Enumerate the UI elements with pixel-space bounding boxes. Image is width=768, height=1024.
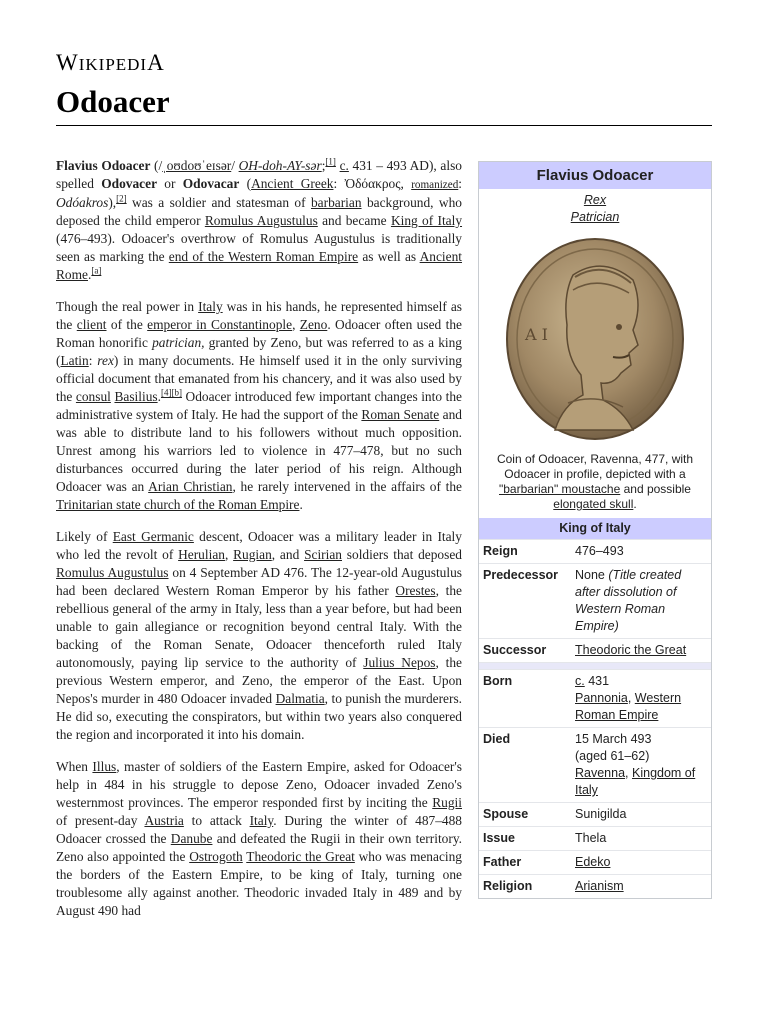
austria-link[interactable]: Austria	[144, 813, 184, 828]
text: :	[458, 176, 463, 191]
text: and became	[317, 213, 391, 228]
circa-link[interactable]: c.	[575, 674, 585, 688]
alt-name: Odovacar	[182, 176, 240, 191]
pannonia-link[interactable]: Pannonia	[575, 691, 628, 705]
text: , and	[271, 547, 305, 562]
text: background, who deposed the child emperor	[56, 195, 462, 228]
patrician-link[interactable]: Patrician	[570, 210, 620, 224]
infobox-title: Flavius Odoacer	[479, 162, 711, 189]
row-label: Issue	[483, 831, 515, 845]
ostrogoth-link[interactable]: Ostrogoth	[189, 849, 243, 864]
text: ,	[400, 176, 412, 191]
consul-link[interactable]: consul	[75, 389, 111, 404]
infobox-row-reign	[479, 539, 711, 563]
term: rex	[97, 353, 114, 368]
arian-christian-link[interactable]: Arian Christian	[148, 479, 233, 494]
caption-text: Coin of Odoacer, Ravenna, 477, with Odoacer in profile, depicted with a	[496, 452, 694, 481]
text: or	[157, 176, 183, 191]
italy-link[interactable]: Italy	[249, 813, 274, 828]
text: soldiers that deposed	[342, 547, 462, 562]
trinitarian-church-link[interactable]: Trinitarian state church of the Roman Empire	[56, 497, 300, 512]
infobox-subtitle	[479, 189, 711, 229]
row-value: 476–493	[575, 544, 624, 558]
end-of-western-roman-empire-link[interactable]: end of the Western Roman Empire	[168, 249, 359, 264]
text: , the previous Western emperor, and Zeno, the emperor of the East. Upon Nepos's murder in 480 Odoacer invaded	[56, 655, 462, 706]
text: who was menacing the borders of the Eastern Empire, to be king of Italy, turning one troublesome ally against another. Theodoric invaded Italy in 489 and by August 490 had	[56, 849, 462, 918]
text: , master of soldiers of the Eastern Empire, asked for Odoacer's help in 484 in his struggle to depose Zeno, Odoacer invaded Zeno's westernmost provinces. The emperor responded first by inciting the	[56, 759, 462, 810]
text: When	[56, 759, 93, 774]
moustache-link[interactable]: "barbarian" moustache	[499, 482, 621, 496]
text: was a soldier and statesman of	[126, 195, 311, 210]
text: .	[157, 389, 161, 404]
arianism-link[interactable]: Arianism	[575, 879, 624, 893]
text: . Odoacer often used the Roman honorific	[56, 317, 462, 350]
roman-senate-link[interactable]: Roman Senate	[361, 407, 440, 422]
ancient-rome-link[interactable]: Ancient Rome	[56, 249, 463, 282]
herulian-link[interactable]: Herulian	[178, 547, 225, 562]
value-text: ,	[625, 766, 632, 780]
row-label: Spouse	[483, 807, 529, 821]
reference-2[interactable]: [2]	[116, 193, 127, 204]
text: was in his hands, he represented himself as the	[56, 299, 463, 332]
coin-icon	[503, 235, 687, 443]
row-label: Predecessor	[483, 568, 559, 582]
value-text: (aged 61–62)	[575, 749, 650, 763]
alt-name: Odovacer	[101, 176, 158, 191]
value-text: 15 March 493	[575, 732, 652, 746]
theodoric-link[interactable]: Theodoric the Great	[575, 643, 687, 657]
latin-link[interactable]: Latin	[60, 353, 89, 368]
rugian-link[interactable]: Rugian	[233, 547, 272, 562]
text: .	[299, 497, 303, 512]
text: :	[333, 176, 345, 191]
caption-text: .	[633, 497, 637, 511]
orestes-link[interactable]: Orestes	[395, 583, 436, 598]
rex-link[interactable]: Rex	[583, 193, 607, 207]
text: , the rebellious general of the army in Italy, less than a year before, but had been unable to gain allegiance or recognition beyond central Italy. With the backing of the Roman Senate, Odoacer thenceforth ruled Italy autonomously, paying lip service to the authority of	[56, 583, 462, 670]
text: ,	[224, 547, 234, 562]
text: ) in many documents. He himself used it in the only surviving official document that emanated from his chancery, and it was also used by the	[56, 353, 462, 404]
title-rule	[56, 125, 712, 126]
value-note: (Title created after dissolution of Western Roman Empire)	[575, 568, 682, 633]
infobox-row-father	[479, 850, 711, 874]
text: , to punish the murderers. He did so, executing the conspirators, but within two years also conquered the region and incorporated it into his domain.	[56, 691, 462, 742]
greek-name: Ὀδόακρος	[344, 176, 401, 191]
text: :	[88, 353, 98, 368]
value-text: 431	[584, 674, 610, 688]
caption-text: and possible	[620, 482, 691, 496]
text: granted by Zeno, but was referred to as a king (	[56, 335, 462, 368]
infobox-section-header: King of Italy	[479, 518, 711, 539]
value-text: ,	[627, 691, 635, 705]
subject-name: Flavius Odoacer	[56, 158, 151, 173]
text: and defeated the Rugii in their own territory. Zeno also appointed the	[56, 831, 462, 864]
circa-link[interactable]: c.	[339, 158, 349, 173]
romulus-augustulus-link[interactable]: Romulus Augustulus	[56, 565, 169, 580]
east-germanic-link[interactable]: East Germanic	[112, 529, 194, 544]
theodoric-link[interactable]: Theodoric the Great	[246, 849, 355, 864]
text: (476–493). Odoacer's overthrow of Romulus Augustulus is traditionally seen as marking the	[56, 231, 462, 264]
text: Odoacer introduced few important changes into the administrative system of Italy. He had the support of the	[56, 389, 462, 422]
coin-caption	[479, 450, 711, 518]
infobox-row-spouse	[479, 802, 711, 826]
note-a[interactable]: [a]	[91, 265, 102, 276]
wikipedia-wordmark[interactable]	[56, 50, 165, 76]
wordmark-part: A	[147, 50, 165, 75]
romanized-link[interactable]: romanized	[411, 179, 459, 191]
romanized-name: Odóakros	[56, 195, 109, 210]
text: /	[231, 158, 239, 173]
text: . During the winter of 487–488 Odoacer crossed the	[56, 813, 462, 846]
text: and was able to distribute land to his followers without much opposition. Unrest among his warriors led to violence in 477–478, but no such disturbances occurred during the later period of his reign. Although Odoacer was an	[56, 407, 462, 494]
barbarian-link[interactable]: barbarian	[310, 195, 362, 210]
ipa-link[interactable]: ˌoʊdoʊˈeɪsər	[162, 158, 232, 173]
text: (	[239, 176, 252, 191]
row-value: Sunigilda	[575, 807, 627, 821]
wordmark-part: IKIPEDI	[78, 55, 148, 74]
row-label: Died	[483, 732, 511, 746]
row-label: Born	[483, 674, 513, 688]
dalmatia-link[interactable]: Dalmatia	[275, 691, 325, 706]
julius-nepos-link[interactable]: Julius Nepos	[363, 655, 436, 670]
infobox-row-religion	[479, 874, 711, 898]
row-label: Successor	[483, 643, 547, 657]
scirian-link[interactable]: Scirian	[304, 547, 342, 562]
coin-image[interactable]	[479, 229, 711, 450]
italy-link[interactable]: Italy	[198, 299, 223, 314]
infobox-row-predecessor	[479, 563, 711, 638]
text: descent, Odoacer was a military leader in Italy who led the revolt of	[56, 529, 462, 562]
infobox	[478, 161, 712, 899]
text: .	[88, 267, 92, 282]
text: of present-day	[56, 813, 145, 828]
danube-link[interactable]: Danube	[170, 831, 213, 846]
text: Though the real power in	[56, 299, 199, 314]
term: patrician,	[152, 335, 205, 350]
row-label: Father	[483, 855, 522, 869]
infobox-row-successor	[479, 638, 711, 662]
text: Likely of	[56, 529, 113, 544]
text: of the	[106, 317, 148, 332]
note-b[interactable]: [b]	[171, 387, 182, 398]
page-title: Odoacer	[56, 84, 170, 119]
ravenna-link[interactable]: Ravenna	[575, 766, 626, 780]
western-roman-empire-link[interactable]: Western Roman Empire	[575, 691, 682, 722]
infobox-separator	[479, 662, 711, 669]
text: on 4 September AD 476. The 12-year-old Augustulus had been declared Western Roman Emperor by his father	[56, 565, 462, 598]
row-value: Thela	[575, 831, 607, 845]
zeno-link[interactable]: Zeno	[299, 317, 328, 332]
text: ;	[321, 158, 326, 173]
text: , he rarely intervened in the affairs of the	[232, 479, 463, 494]
rugii-link[interactable]: Rugii	[432, 795, 462, 810]
text: (/	[150, 158, 163, 173]
king-of-italy-link[interactable]: King of Italy	[390, 213, 463, 228]
ancient-greek-link[interactable]: Ancient Greek	[251, 176, 334, 191]
kingdom-of-italy-link[interactable]: Kingdom of Italy	[575, 766, 696, 797]
client-link[interactable]: client	[76, 317, 107, 332]
reference-4[interactable]: [4]	[160, 387, 172, 398]
respelling-link[interactable]: OH-doh-AY-sər	[238, 158, 322, 173]
coin-legend: A I	[525, 325, 548, 344]
row-label: Religion	[483, 879, 533, 893]
text: ),	[108, 195, 117, 210]
text: as well as	[358, 249, 420, 264]
skull-link[interactable]: elongated skull	[553, 497, 634, 511]
value-text: None	[575, 568, 605, 582]
article-body	[56, 157, 712, 934]
basilius-link[interactable]: Basilius	[114, 389, 158, 404]
reference-1[interactable]: [1]	[325, 156, 336, 167]
romulus-augustulus-link[interactable]: Romulus Augustulus	[204, 213, 318, 228]
infobox-row-born	[479, 669, 711, 727]
row-label: Reign	[483, 544, 518, 558]
emperor-in-constantinople-link[interactable]: emperor in Constantinople	[147, 317, 293, 332]
wordmark-part: W	[56, 50, 79, 75]
text: to attack	[183, 813, 250, 828]
edeko-link[interactable]: Edeko	[575, 855, 611, 869]
text: ,	[292, 317, 300, 332]
row-value	[575, 567, 707, 635]
infobox-row-died	[479, 727, 711, 802]
infobox-row-issue	[479, 826, 711, 850]
text: 431 – 493 AD), also spelled	[56, 158, 462, 191]
illus-link[interactable]: Illus	[92, 759, 117, 774]
